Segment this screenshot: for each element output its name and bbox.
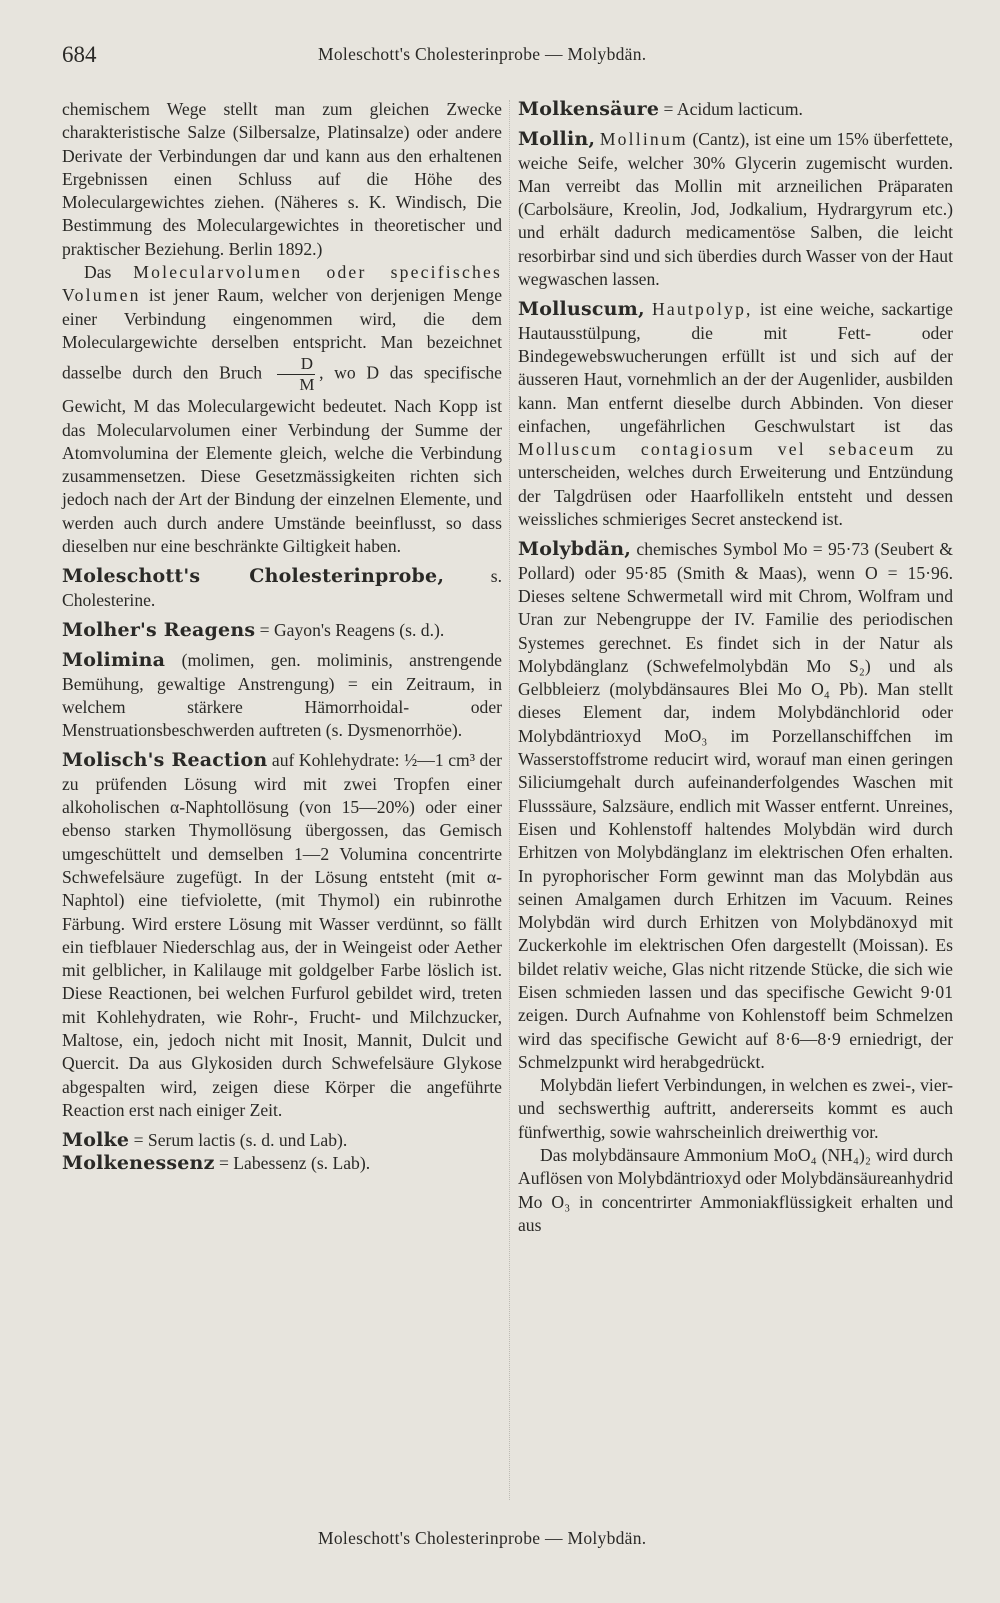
left-column xyxy=(62,98,502,1176)
right-column xyxy=(518,98,953,1237)
footer-title: Moleschott's Cholesterinprobe — Molybdän. xyxy=(318,1528,647,1548)
entry-molimina: Molimina (molimen, gen. moliminis, anstrengende Bemühung, gewaltige Anstrengung) = ein Zeitraum, in welchem stärkere Hämorrhoidal- oder Menstruationsbeschwerden auftreten (s. Dysmenorrhöe). xyxy=(62,649,502,741)
entry-molybdan: Molybdän, chemisches Symbol Mo = 95·73 (Seubert & Pollard) oder 95·85 (Smith & Maas), wenn O = 15·96. Dieses seltene Schwermetall wird mit Chrom, Wolfram und Uran zur Nebengruppe der IV. Familie des periodischen Systemes gerechnet. Es findet sich in der Natur als Molybdänglanz (Schwefelmolybdän Mo S₂) und als Gelbbleierz (molybdänsaures Blei Mo O₄ Pb). Man stellt dieses Element dar, indem Molybdänchlorid oder Molybdäntrioxyd MoO₃ im Porzellanschiffchen im Wasserstoffstrome reducirt wird, worauf man einen geringen Siliciumgehalt durch aufeinanderfolgendes Waschen mit Flusssäure, Salzsäure, endlich mit Wasser entfernt. Unreines, Eisen und Kohlenstoff haltendes Molybdän wird durch Erhitzen von Molybdänglanz im elektrischen Ofen erhalten. In pyrophorischer Form gewinnt man das Molybdän aus seinen Amalgamen durch Erhitzen im Vacuum. Reines Molybdän wird durch Erhitzen von Molybdänoxyd mit Zuckerkohle im elektrischen Ofen dargestellt (Moissan). Es bildet relativ weiche, Glas nicht ritzende Stücke, die sich wie Eisen schmieden lassen und das specifische Gewicht 9·01 zeigen. Durch Aufnahme von Kohlenstoff beim Schmelzen wird das specifische Gewicht auf 8·6—8·9 erniedrigt, der Schmelzpunkt wird herabgedrückt. xyxy=(518,538,953,1072)
headword: Molher's Reagens xyxy=(62,618,256,641)
fraction-d-over-m: $\frac{D}{M}$ xyxy=(277,354,315,395)
paragraph-molecular-weight: chemischem Wege stellt man zum gleichen Zwecke charakteristische Salze (Silbersalze, Platinsalze) oder andere Derivate der Verbindungen dar und kann aus den erhaltenen Ergebnissen einen Schluss auf die Höhe des Moleculargewichtes ziehen. (Näheres s. K. Windisch, Die Bestimmung des Moleculargewichtes in theoretischer und praktischer Beziehung. Berlin 1892.) xyxy=(62,99,502,259)
term-molecular-volume: Molecularvolumen oder specifisches Volumen xyxy=(62,262,503,306)
entry-molkenessenz: Molkenessenz = Labessenz (s. Lab). xyxy=(62,1152,371,1175)
paragraph-molecular-volume: Das Molecularvolumen oder specifisches Volumen ist jener Raum, welcher von derjenigen Menge einer Verbindung eingenommen wird, die dem Moleculargewichte derselben entspricht. Man bezeichnet dasselbe durch den Bruch $\frac{D}{M}$ , wo D das specifische Gewicht, M das Moleculargewicht bedeutet. Nach Kopp ist das Molecularvolumen einer Verbindung der Summe der Atomvolumina der Elemente gleich, welche die Verbindung zusammensetzen. Diese Gesetzmässigkeiten richten sich jedoch nach der Art der Bindung der einzelnen Elemente, und werden auch durch andere Umstände beeinflusst, so dass dieselben nur eine beschränkte Giltigkeit haben. xyxy=(62,262,503,557)
entry-mollin: Mollin, Mollinum (Cantz), ist eine um 15% überfettete, weiche Seife, welcher 30% Glycerin zugemischt wurden. Man verreibt das Mollin mit arzneilichen Präparaten (Carbolsäure, Kreolin, Jod, Jodkalium, Hydrargyrum etc.) und erhält dadurch medicamentöse Salben, die leicht resorbirbar sind und sich überdies durch Wasser von der Haut wegwaschen lassen. xyxy=(518,128,954,290)
headword: Molkensäure xyxy=(518,98,660,120)
column-divider xyxy=(509,100,510,1500)
entry-molke: Molke = Serum lactis (s. d. und Lab). xyxy=(62,1129,348,1152)
running-title: Moleschott's Cholesterinprobe — Molybdän. xyxy=(318,44,647,64)
headword: Molimina xyxy=(62,649,166,672)
headword: Molke xyxy=(62,1129,130,1152)
entry-molluscum: Molluscum, Hautpolyp, ist eine weiche, sackartige Hautausstülpung, die mit Fett- oder Bindegewebswucherungen erfüllt ist und sich auf der äusseren Haut, vornehmlich an der der Augenlider, ausbilden kann. Man entfernt dieselbe durch Abbinden. Von dieser einfachen, ungefährlichen Geschwulstart ist das Molluscum contagiosum vel sebaceum zu unterscheiden, welches durch Erweiterung und Entzündung der Talgdrüsen oder Haarfollikeln entsteht und dessen weissliches schmieriges Secret ansteckend ist. xyxy=(518,298,953,530)
headword: Molybdän, xyxy=(518,538,632,561)
paragraph-ammonium-molybdate: Das molybdänsaure Ammonium MoO₄ (NH₄)₂ wird durch Auflösen von Molybdäntrioxyd oder Molybdänsäureanhydrid Mo O₃ in concentrirter Ammoniakflüssigkeit erhalten und aus xyxy=(518,1145,953,1235)
entry-molisch: Molisch's Reaction auf Kohlehydrate: ½—1 cm³ der zu prüfenden Lösung wird mit zwei Tropfen einer alkoholischen α-Naphtollösung (von 15—20%) oder einer ebenso starken Thymollösung übergossen, das Gemisch umgeschüttelt und demselben 1—2 Volumina concentrirte Schwefelsäure zugefügt. In der Lösung entsteht (mit α-Naphtol) eine tiefviolette, (mit Thymol) ein rubinrothe Färbung. Wird erstere Lösung mit Wasser verdünnt, so fällt ein tiefblauer Niederschlag aus, der in Weingeist oder Aether mit gelblicher, in Kalilauge mit goldgelber Farbe löslich ist. Diese Reactionen, bei welchen Furfurol gebildet wird, treten mit Kohlehydraten, wie Rohr-, Frucht- und Milchzucker, Maltose, ein, jedoch nicht mit Inosit, Mannit, Dulcit und Quercit. Da aus Glykosiden durch Schwefelsäure Glykose abgespalten wird, zeigen diese Körper die angeführte Reaction erst nach einiger Zeit. xyxy=(62,749,502,1120)
entry-moleschott: Moleschott's Cholesterinprobe, s. Cholesterine. xyxy=(62,565,502,610)
entry-molkensaure: Molkensäure = Acidum lacticum. xyxy=(518,98,803,120)
entry-molher: Molher's Reagens = Gayon's Reagens (s. d.). xyxy=(62,618,445,641)
paragraph-valence: Molybdän liefert Verbindungen, in welchen es zwei-, vier- und sechswerthig auftritt, andererseits kommt es auch fünfwerthig, sowie wahrscheinlich dreiwerthig vor. xyxy=(518,1075,953,1142)
headword: Molisch's Reaction xyxy=(62,749,268,772)
headword: Mollin, xyxy=(518,128,596,151)
headword: Moleschott's Cholesterinprobe, xyxy=(62,565,445,588)
headword: Molkenessenz xyxy=(62,1152,215,1175)
page-number: 684 xyxy=(62,42,97,67)
headword: Molluscum, xyxy=(518,298,645,321)
